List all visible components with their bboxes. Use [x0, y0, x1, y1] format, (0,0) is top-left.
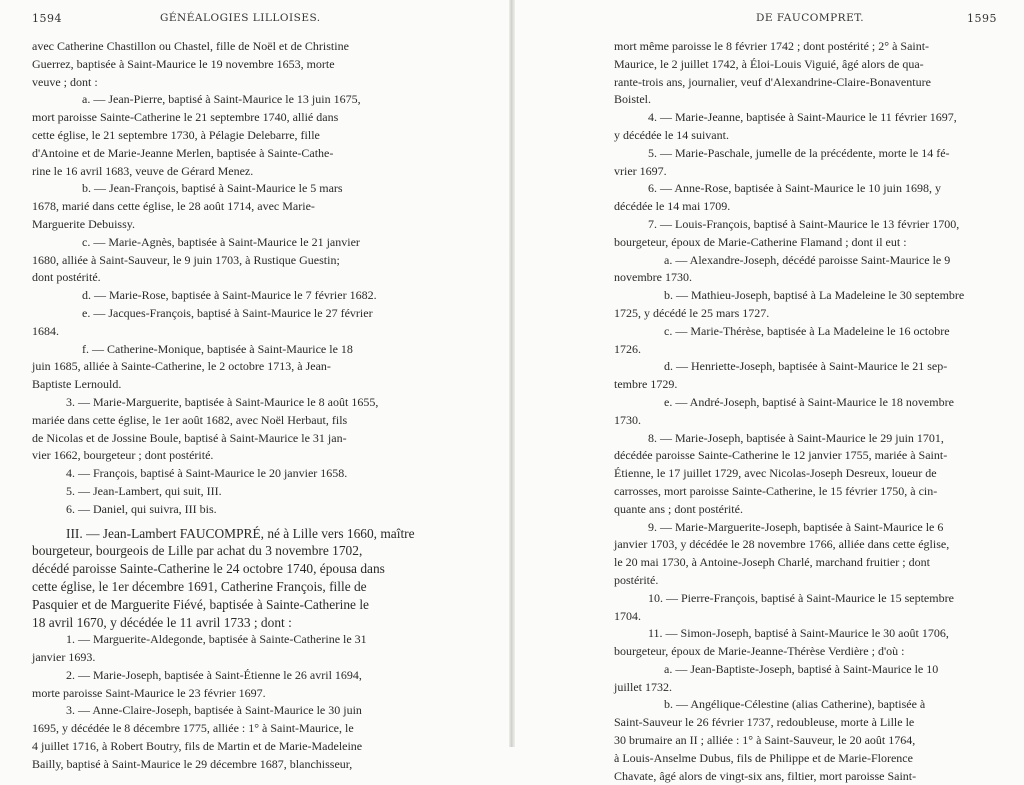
page-body	[32, 38, 415, 774]
page-number: 1595	[967, 12, 997, 25]
text-line: Baptiste Lernould.	[32, 377, 122, 392]
text-line: Étienne, le 17 juillet 1729, avec Nicolas-Joseph Desreux, loueur de	[614, 466, 937, 481]
text-line: c. — Marie-Thérèse, baptisée à La Madeleine le 16 octobre	[664, 323, 950, 338]
text-line: a. — Jean-Pierre, baptisé à Saint-Maurice le 13 juin 1675,	[82, 92, 361, 107]
text-line: b. — Jean-François, baptisé à Saint-Maurice le 5 mars	[82, 181, 343, 196]
text-line: Pasquier et de Marguerite Fiévé, baptisée à Sainte-Catherine le	[32, 596, 370, 612]
text-line: c. — Marie-Agnès, baptisée à Saint-Maurice le 21 janvier	[82, 234, 360, 249]
text-line: 4 juillet 1716, à Robert Boutry, fils de Martin et de Marie-Madeleine	[32, 739, 363, 754]
page-body	[614, 38, 994, 785]
text-line: vier 1662, bourgeteur ; dont postérité.	[32, 448, 214, 463]
text-line: 8. — Marie-Joseph, baptisée à Saint-Maurice le 29 juin 1701,	[648, 430, 944, 445]
text-line: 1678, marié dans cette église, le 28 août 1714, avec Marie-	[32, 199, 315, 214]
text-line: a. — Alexandre-Joseph, décédé paroisse Saint-Maurice le 9	[664, 252, 951, 267]
text-line: morte paroisse Saint-Maurice le 23 février 1697.	[32, 685, 266, 700]
text-line: Boistel.	[614, 92, 652, 107]
text-line: 30 brumaire an II ; alliée : 1° à Saint-Sauveur, le 20 août 1764,	[614, 733, 916, 748]
text-line: décédée le 14 mai 1709.	[614, 199, 731, 214]
text-line: décédé paroisse Sainte-Catherine le 24 octobre 1740, épousa dans	[32, 561, 385, 577]
text-line: f. — Catherine-Monique, baptisée à Saint-Maurice le 18	[82, 341, 353, 356]
text-line: e. — André-Joseph, baptisé à Saint-Maurice le 18 novembre	[664, 394, 954, 409]
text-line: tembre 1729.	[614, 377, 678, 392]
text-line: 11. — Simon-Joseph, baptisé à Saint-Maurice le 30 août 1706,	[648, 626, 949, 641]
text-line: à Louis-Anselme Dubus, fils de Philippe et de Marie-Florence	[614, 750, 913, 765]
text-line: 1695, y décédée le 8 décembre 1775, alliée : 1° à Saint-Maurice, le	[32, 721, 354, 736]
text-line: janvier 1693.	[32, 650, 96, 665]
text-line: Marguerite Debuissy.	[32, 216, 135, 231]
text-line: b. — Mathieu-Joseph, baptisé à La Madeleine le 30 septembre	[664, 288, 965, 303]
text-line: 5. — Jean-Lambert, qui suit, III.	[66, 483, 222, 498]
text-line: bourgeteur, bourgeois de Lille par achat du 3 novembre 1702,	[32, 543, 363, 559]
text-line: 5. — Marie-Paschale, jumelle de la précédente, morte le 14 fé-	[648, 145, 950, 160]
text-line: juillet 1732.	[614, 679, 672, 694]
text-line: 9. — Marie-Marguerite-Joseph, baptisée à Saint-Maurice le 6	[648, 519, 944, 534]
text-line: Guerrez, baptisée à Saint-Maurice le 19 novembre 1653, morte	[32, 56, 335, 71]
text-line: vrier 1697.	[614, 163, 667, 178]
text-line: 4. — Marie-Jeanne, baptisée à Saint-Maurice le 11 février 1697,	[648, 110, 957, 125]
text-line: 3. — Marie-Marguerite, baptisée à Saint-Maurice le 8 août 1655,	[66, 394, 379, 409]
text-line: 7. — Louis-François, baptisé à Saint-Maurice le 13 février 1700,	[648, 216, 960, 231]
text-line: bourgeteur, époux de Marie-Jeanne-Thérèse Verdière ; d'où :	[614, 644, 905, 659]
text-line: Saint-Sauveur le 26 février 1737, redoubleuse, morte à Lille le	[614, 715, 915, 730]
text-line: juin 1685, alliée à Sainte-Catherine, le 2 octobre 1713, à Jean-	[32, 359, 331, 374]
text-line: quante ans ; dont postérité.	[614, 501, 743, 516]
left-page	[0, 0, 512, 771]
text-line: d'Antoine et de Marie-Jeanne Merlen, baptisée à Sainte-Cathe-	[32, 145, 334, 160]
text-line: d. — Henriette-Joseph, baptisée à Saint-Maurice le 21 sep-	[664, 359, 948, 374]
text-line: 6. — Anne-Rose, baptisée à Saint-Maurice le 10 juin 1698, y	[648, 181, 941, 196]
text-line: cette église, le 1er décembre 1691, Catherine François, fille de	[32, 578, 367, 594]
text-line: Chavate, âgé alors de vingt-six ans, filtier, mort paroisse Saint-	[614, 768, 917, 783]
text-line: mort même paroisse le 8 février 1742 ; dont postérité ; 2° à Saint-	[614, 39, 930, 53]
text-line: dont postérité.	[32, 270, 101, 285]
text-line: de Nicolas et de Jossine Boule, baptisé à Saint-Maurice le 31 jan-	[32, 430, 347, 445]
text-line: 18 avril 1670, y décédée le 11 avril 1733 ; dont :	[32, 614, 292, 630]
text-line: 1684.	[32, 323, 59, 338]
text-line: 2. — Marie-Joseph, baptisée à Saint-Étienne le 26 avril 1694,	[66, 667, 362, 682]
text-line: y décédée le 14 suivant.	[614, 127, 729, 142]
running-header: DE FAUCOMPRET.	[756, 12, 865, 24]
text-line: décédée paroisse Sainte-Catherine le 12 janvier 1755, mariée à Saint-	[614, 448, 948, 463]
text-line: janvier 1703, y décédée le 28 novembre 1766, alliée dans cette église,	[614, 537, 950, 552]
right-page	[512, 0, 1024, 783]
text-line: d. — Marie-Rose, baptisée à Saint-Maurice le 7 février 1682.	[82, 288, 377, 303]
section-heading-line: III. — Jean-Lambert FAUCOMPRÉ, né à Lille vers 1660, maître	[66, 525, 415, 541]
text-line: avec Catherine Chastillon ou Chastel, fille de Noël et de Christine	[32, 39, 349, 53]
text-line: 1726.	[614, 341, 641, 356]
text-line: 1680, alliée à Saint-Sauveur, le 9 juin 1703, à Rustique Guestin;	[32, 252, 340, 267]
text-line: 1725, y décédé le 25 mars 1727.	[614, 305, 770, 320]
text-line: carrosses, mort paroisse Sainte-Catherine, le 15 février 1750, à cin-	[614, 483, 938, 498]
text-line: 1704.	[614, 608, 641, 623]
text-line: a. — Jean-Baptiste-Joseph, baptisé à Saint-Maurice le 10	[664, 661, 939, 676]
text-line: mariée dans cette église, le 1er août 1682, avec Noël Herbaut, fils	[32, 412, 348, 427]
text-line: Maurice, le 2 juillet 1742, à Éloi-Louis Viguié, âgé alors de qua-	[614, 56, 924, 71]
text-line: rante-trois ans, journalier, veuf d'Alexandrine-Claire-Bonaventure	[614, 74, 931, 89]
text-line: veuve ; dont :	[32, 74, 98, 89]
text-line: 1. — Marguerite-Aldegonde, baptisée à Sainte-Catherine le 31	[66, 632, 367, 647]
text-line: 3. — Anne-Claire-Joseph, baptisée à Saint-Maurice le 30 juin	[66, 703, 362, 718]
text-line: mort paroisse Sainte-Catherine le 21 septembre 1740, allié dans	[32, 110, 339, 125]
text-line: 10. — Pierre-François, baptisé à Saint-Maurice le 15 septembre	[648, 590, 954, 605]
text-line: rine le 16 avril 1683, veuve de Gérard Menez.	[32, 163, 254, 178]
text-line: e. — Jacques-François, baptisé à Saint-Maurice le 27 février	[82, 305, 373, 320]
text-line: b. — Angélique-Célestine (alias Catherine), baptisée à	[664, 697, 926, 712]
text-line: 1730.	[614, 412, 641, 427]
running-header: GÉNÉALOGIES LILLOISES.	[160, 12, 321, 24]
text-line: bourgeteur, époux de Marie-Catherine Flamand ; dont il eut :	[614, 234, 907, 249]
text-line: le 20 mai 1730, à Antoine-Joseph Charlé, marchand fruitier ; dont	[614, 555, 930, 570]
text-line: 4. — François, baptisé à Saint-Maurice le 20 janvier 1658.	[66, 466, 348, 481]
text-line: 6. — Daniel, qui suivra, III bis.	[66, 501, 217, 516]
text-line: cette église, le 21 septembre 1730, à Pélagie Delebarre, fille	[32, 127, 320, 142]
page-number: 1594	[32, 12, 62, 25]
text-line: postérité.	[614, 572, 659, 587]
text-line: novembre 1730.	[614, 270, 692, 285]
text-line: Bailly, baptisé à Saint-Maurice le 29 décembre 1687, blanchisseur,	[32, 756, 353, 771]
